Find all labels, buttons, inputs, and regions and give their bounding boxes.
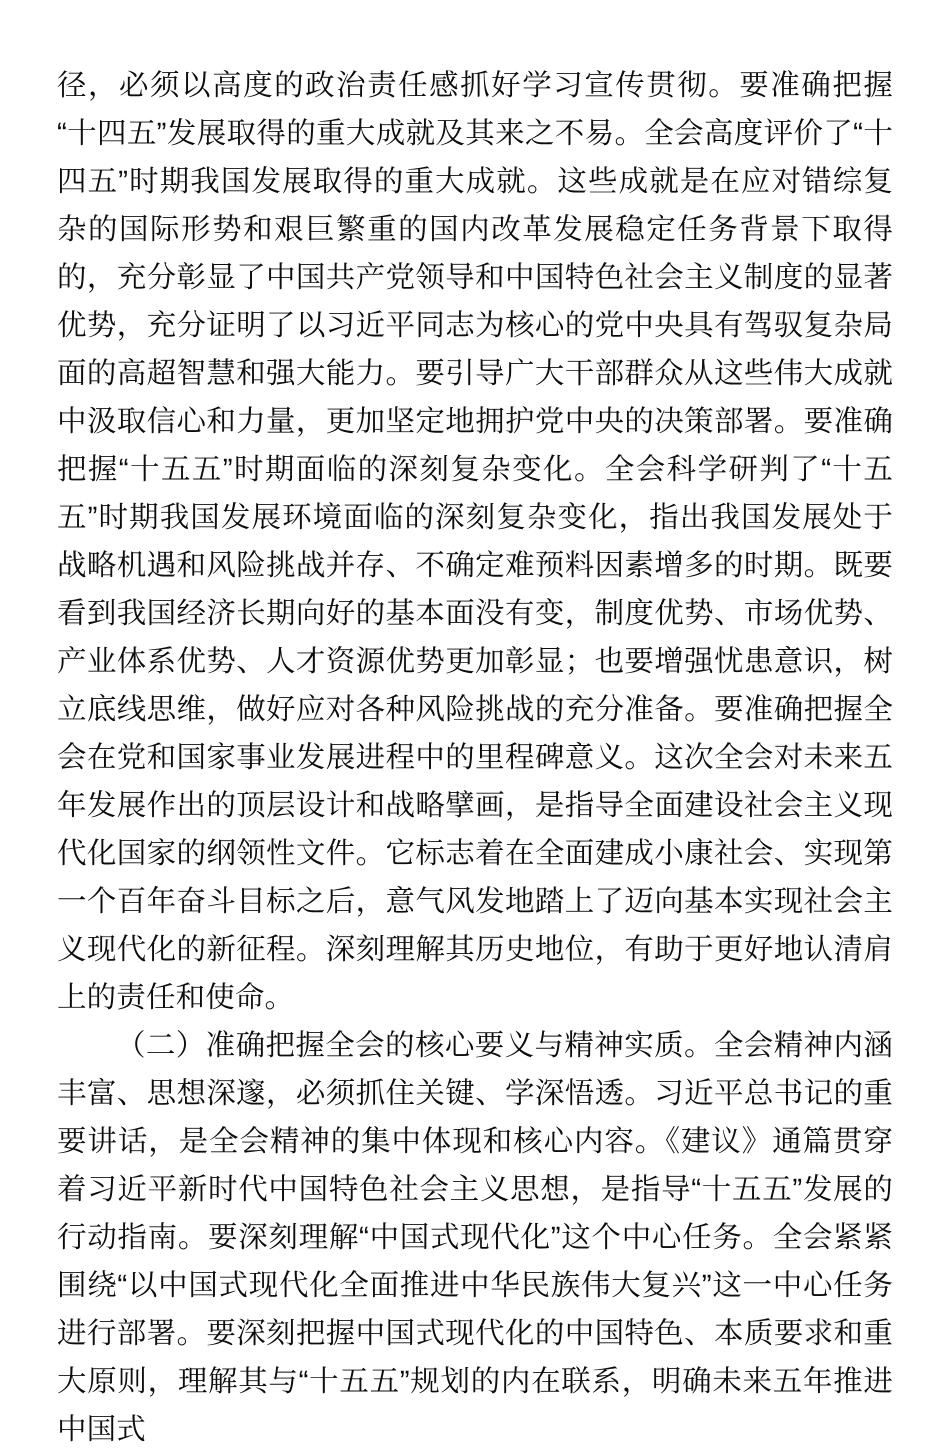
paragraph-section-two: （二）准确把握全会的核心要义与精神实质。全会精神内涵丰富、思想深邃，必须抓住关键、学深悟透。习近平总书记的重要讲话，是全会精神的集中体现和核心内容。《建议》通篇贯穿着习近平新时代中国特色社会主义思想，是指导“十五五”发展的行动指南。要深刻理解“中国式现代化”这个中心任务。全会紧紧围绕“以中国式现代化全面推进中华民族伟大复兴”这一中心任务进行部署。要深刻把握中国式现代化的中国特色、本质要求和重大原则，理解其与“十五五”规划的内在联系，明确未来五年推进中国式	[57, 1029, 893, 1446]
paragraph-continued: 径，必须以高度的政治责任感抓好学习宣传贯彻。要准确把握“十四五”发展取得的重大成就及其来之不易。全会高度评价了“十四五”时期我国发展取得的重大成就。这些成就是在应对错综复杂的国际形势和艰巨繁重的国内改革发展稳定任务背景下取得的，充分彰显了中国共产党领导和中国特色社会主义制度的显著优势，充分证明了以习近平同志为核心的党中央具有驾驭复杂局面的高超智慧和强大能力。要引导广大干部群众从这些伟大成就中汲取信心和力量，更加坚定地拥护党中央的决策部署。要准确把握“十五五”时期面临的深刻复杂变化。全会科学研判了“十五五”时期我国发展环境面临的深刻复杂变化，指出我国发展处于战略机遇和风险挑战并存、不确定难预料因素增多的时期。既要看到我国经济长期向好的基本面没有变，制度优势、市场优势、产业体系优势、人才资源优势更加彰显；也要增强忧患意识，树立底线思维，做好应对各种风险挑战的充分准备。要准确把握全会在党和国家事业发展进程中的里程碑意义。这次全会对未来五年发展作出的顶层设计和战略擘画，是指导全面建设社会主义现代化国家的纲领性文件。它标志着在全面建成小康社会、实现第一个百年奋斗目标之后，意气风发地踏上了迈向基本实现社会主义现代化的新征程。深刻理解其历史地位，有助于更好地认清肩上的责任和使命。	[57, 69, 893, 1014]
page-text-body	[57, 62, 893, 1454]
